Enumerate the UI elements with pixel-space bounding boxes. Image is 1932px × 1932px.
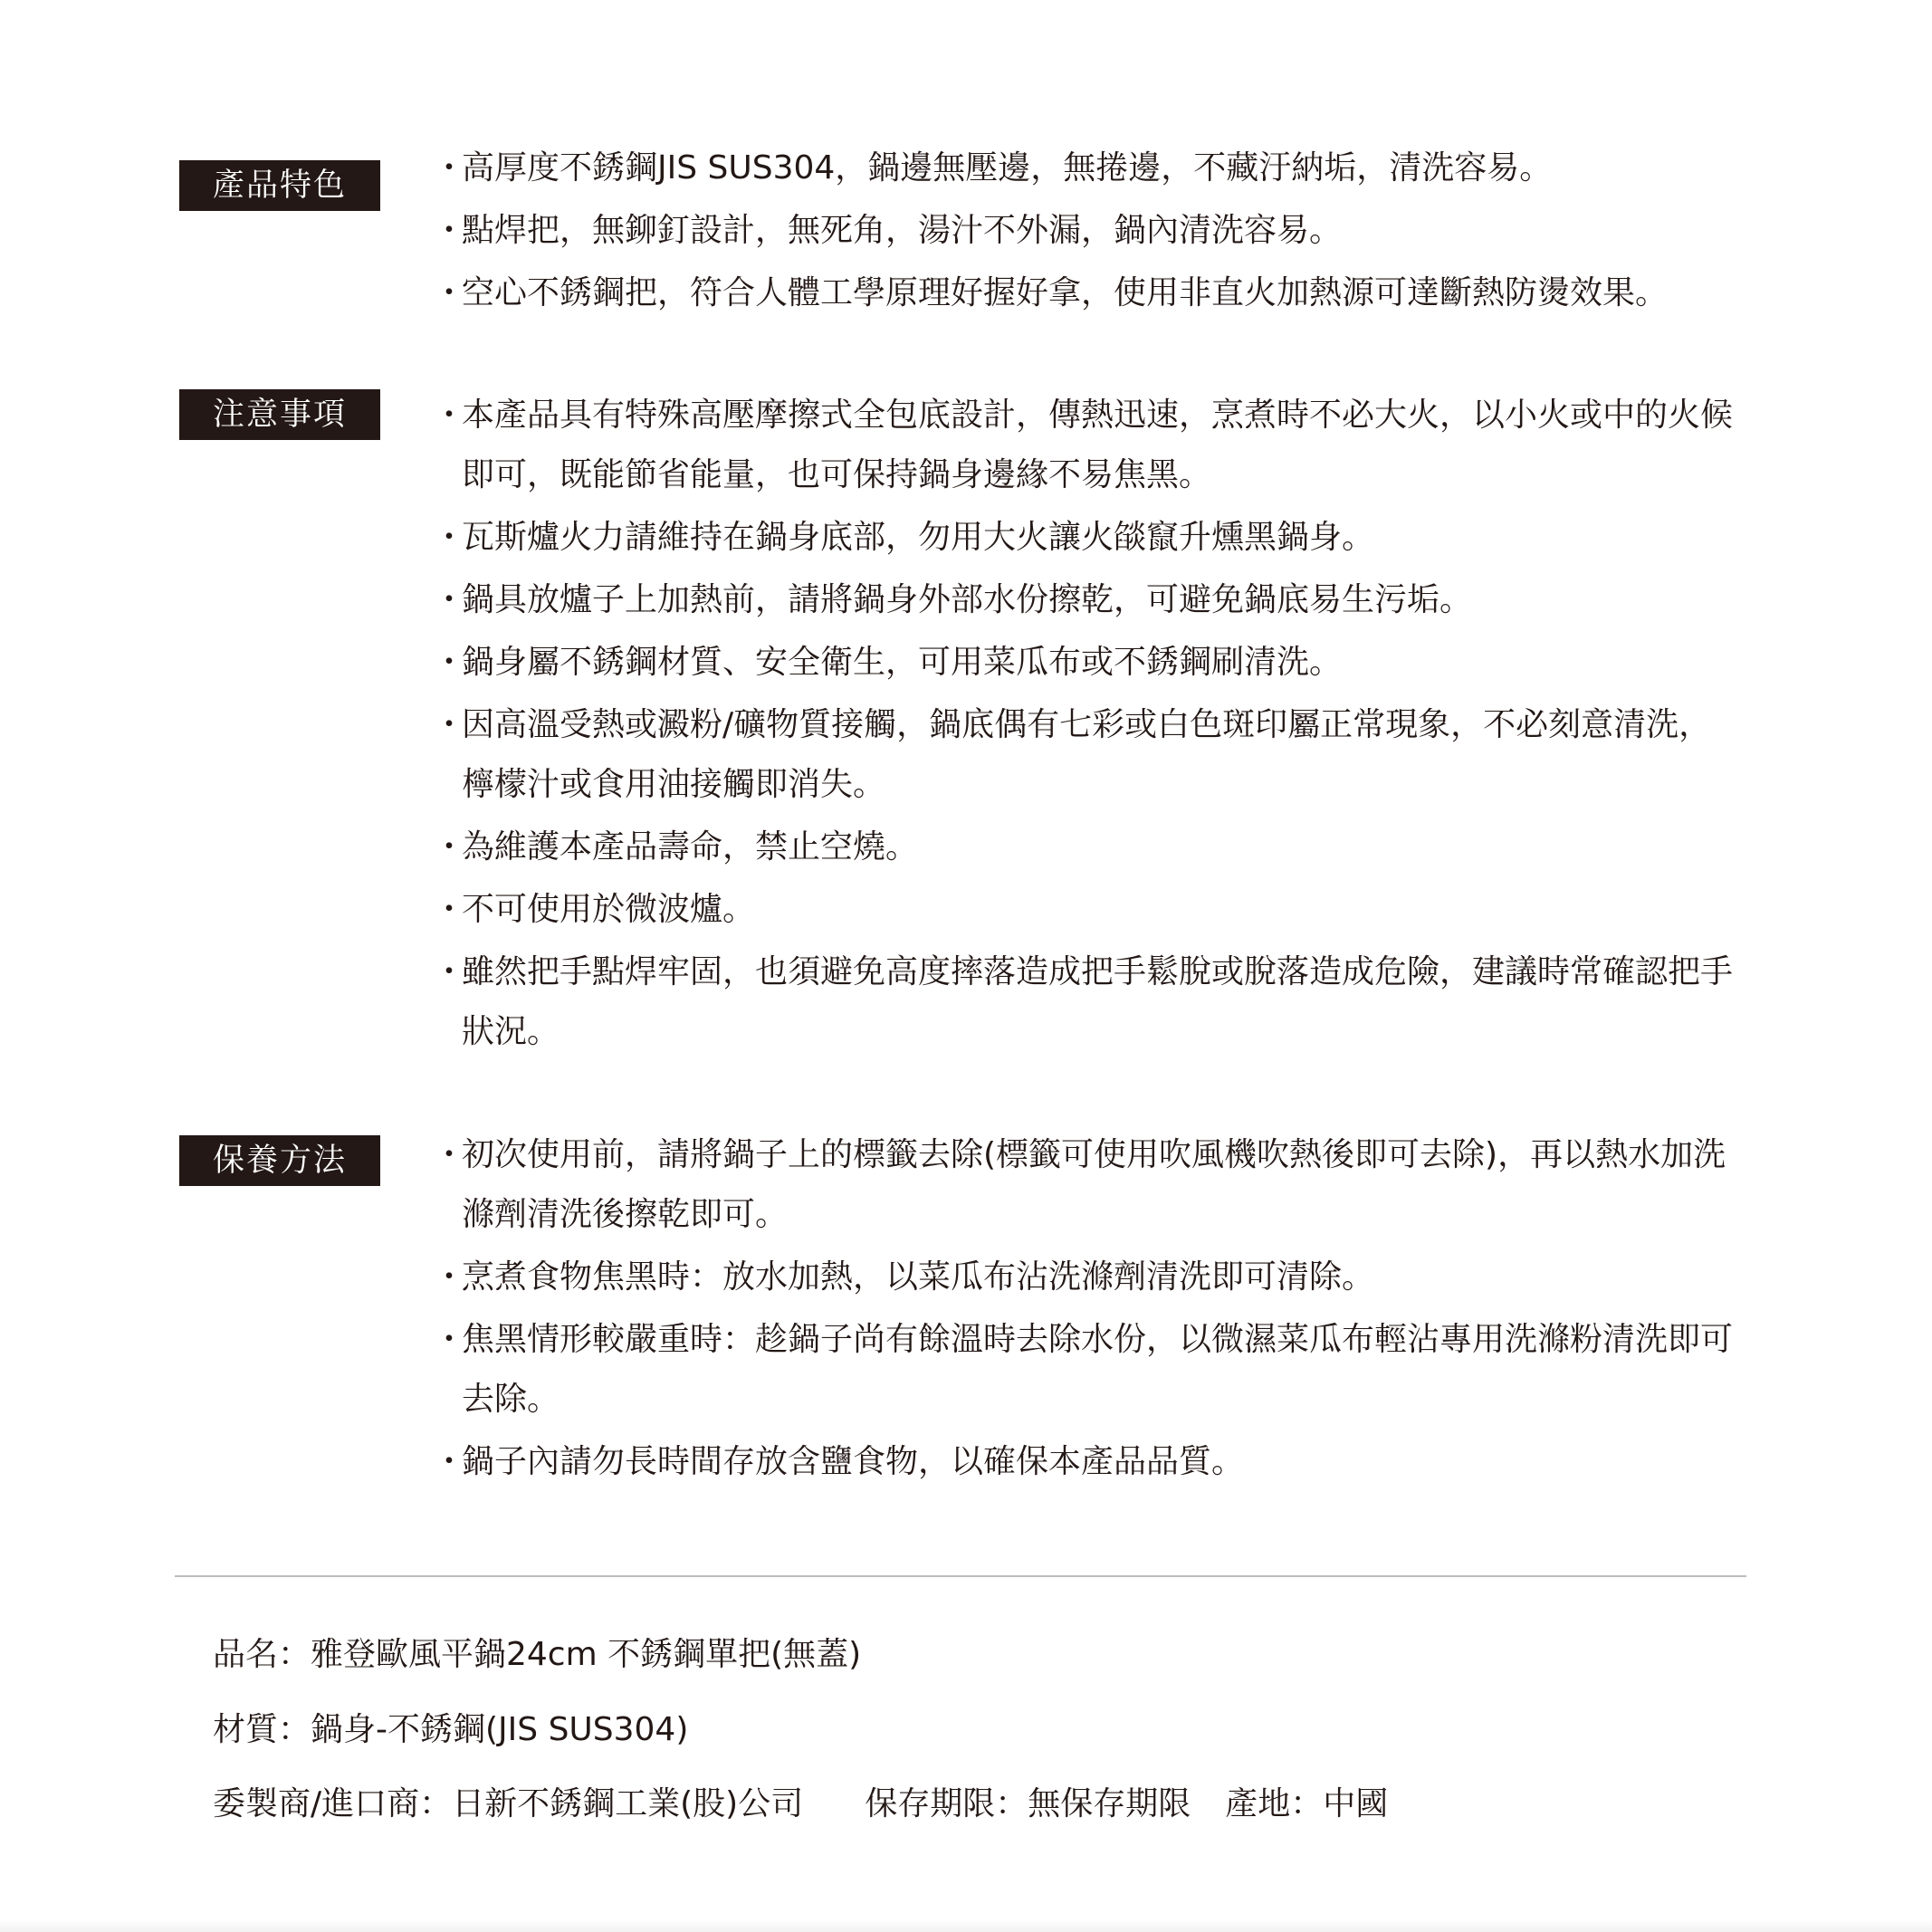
list-item: ・ 鍋具放爐子上加熱前，請將鍋身外部水份擦乾，可避免鍋底易生污垢。 <box>433 570 1736 630</box>
bottom-edge-shadow <box>0 1919 1932 1932</box>
bullet-icon: ・ <box>433 212 466 249</box>
list-item: ・ 因高溫受熱或澱粉/礦物質接觸，鍋底偶有七彩或白色斑印屬正常現象，不必刻意清洗，檸檬汁或食用油接觸即消失。 <box>433 695 1736 815</box>
bullet-icon: ・ <box>433 1443 466 1480</box>
product-origin-row <box>213 1782 1388 1827</box>
features-list <box>433 139 1736 326</box>
product-material: 材質：鍋身-不銹鋼(JIS SUS304) <box>213 1711 689 1748</box>
bullet-icon: ・ <box>433 1258 466 1296</box>
bullet-icon: ・ <box>433 149 466 187</box>
manufacturer: 委製商/進口商：日新不銹鋼工業(股)公司 <box>213 1785 804 1822</box>
section-divider <box>175 1575 1746 1577</box>
bullet-icon: ・ <box>433 397 466 434</box>
list-item: ・ 雖然把手點焊牢固，也須避免高度摔落造成把手鬆脫或脫落造成危險，建議時常確認把手狀況。 <box>433 942 1736 1062</box>
care-title-tag: 保養方法 <box>179 1135 380 1186</box>
bullet-icon: ・ <box>433 644 466 681</box>
bullet-icon: ・ <box>433 274 466 311</box>
bullet-icon: ・ <box>433 1136 466 1173</box>
bullet-icon: ・ <box>433 519 466 556</box>
bullet-icon: ・ <box>433 706 466 743</box>
shelf-life: 保存期限：無保存期限 <box>865 1785 1191 1822</box>
list-item: ・ 空心不銹鋼把，符合人體工學原理好握好拿，使用非直火加熱源可達斷熱防燙效果。 <box>433 263 1736 323</box>
care-list <box>433 1125 1736 1495</box>
list-item: ・ 鍋子內請勿長時間存放含鹽食物，以確保本產品品質。 <box>433 1432 1736 1492</box>
list-item: ・ 焦黑情形較嚴重時：趁鍋子尚有餘溫時去除水份，以微濕菜瓜布輕沾專用洗滌粉清洗即可去除。 <box>433 1310 1736 1430</box>
list-item: ・ 本產品具有特殊高壓摩擦式全包底設計，傳熱迅速，烹煮時不必大火，以小火或中的火候即可，既能節省能量，也可保持鍋身邊緣不易焦黑。 <box>433 386 1736 505</box>
origin: 產地：中國 <box>1225 1785 1389 1822</box>
list-item: ・ 鍋身屬不銹鋼材質、安全衛生，可用菜瓜布或不銹鋼刷清洗。 <box>433 633 1736 693</box>
product-name: 品名：雅登歐風平鍋24cm 不銹鋼單把(無蓋) <box>213 1636 862 1673</box>
bullet-icon: ・ <box>433 581 466 618</box>
list-item: ・ 不可使用於微波爐。 <box>433 880 1736 940</box>
list-item: ・ 烹煮食物焦黑時：放水加熱，以菜瓜布沾洗滌劑清洗即可清除。 <box>433 1248 1736 1307</box>
notes-list <box>433 386 1736 1065</box>
bullet-icon: ・ <box>433 891 466 928</box>
bullet-icon: ・ <box>433 953 466 990</box>
list-item: ・ 瓦斯爐火力請維持在鍋身底部，勿用大火讓火燄竄升燻黑鍋身。 <box>433 508 1736 568</box>
bullet-icon: ・ <box>433 1321 466 1358</box>
features-title-tag: 產品特色 <box>179 160 380 211</box>
list-item: ・ 為維護本產品壽命，禁止空燒。 <box>433 818 1736 877</box>
list-item: ・ 初次使用前，請將鍋子上的標籤去除(標籤可使用吹風機吹熱後即可去除)，再以熱水加洗滌劑清洗後擦乾即可。 <box>433 1125 1736 1245</box>
list-item: ・ 高厚度不銹鋼JIS SUS304，鍋邊無壓邊，無捲邊，不藏汙納垢，清洗容易。 <box>433 139 1736 198</box>
bullet-icon: ・ <box>433 828 466 866</box>
list-item: ・ 點焊把，無鉚釘設計，無死角，湯汁不外漏，鍋內清洗容易。 <box>433 201 1736 261</box>
notes-title-tag: 注意事項 <box>179 389 380 440</box>
